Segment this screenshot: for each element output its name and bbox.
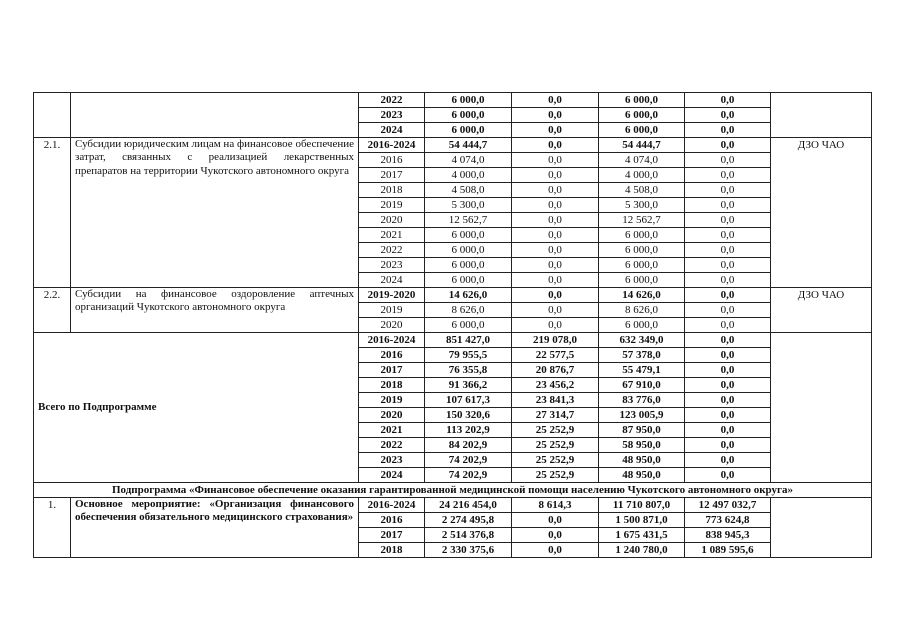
year-cell: 2016-2024	[359, 138, 425, 153]
year-cell: 2021	[359, 228, 425, 243]
amount-cell: 0,0	[685, 348, 771, 363]
amount-cell: 25 252,9	[512, 438, 599, 453]
amount-cell: 0,0	[685, 183, 771, 198]
amount-cell: 1 240 780,0	[599, 543, 685, 558]
amount-cell: 14 626,0	[599, 288, 685, 303]
year-cell: 2021	[359, 423, 425, 438]
year-cell: 2023	[359, 258, 425, 273]
amount-cell: 0,0	[685, 393, 771, 408]
amount-cell: 67 910,0	[599, 378, 685, 393]
amount-cell: 55 479,1	[599, 363, 685, 378]
amount-cell: 0,0	[512, 168, 599, 183]
year-cell: 2019	[359, 393, 425, 408]
amount-cell: 83 776,0	[599, 393, 685, 408]
year-cell: 2018	[359, 543, 425, 558]
amount-cell: 0,0	[512, 108, 599, 123]
amount-cell: 0,0	[512, 303, 599, 318]
amount-cell: 0,0	[685, 198, 771, 213]
amount-cell: 0,0	[685, 243, 771, 258]
table-row	[34, 93, 872, 108]
amount-cell: 0,0	[685, 258, 771, 273]
amount-cell: 87 950,0	[599, 423, 685, 438]
amount-cell: 0,0	[685, 108, 771, 123]
amount-cell: 1 089 595,6	[685, 543, 771, 558]
amount-cell: 48 950,0	[599, 453, 685, 468]
amount-cell: 0,0	[685, 303, 771, 318]
amount-cell: 54 444,7	[599, 138, 685, 153]
amount-cell: 0,0	[512, 123, 599, 138]
amount-cell: 6 000,0	[425, 93, 512, 108]
amount-cell: 84 202,9	[425, 438, 512, 453]
year-cell: 2020	[359, 213, 425, 228]
section-row	[34, 483, 872, 498]
amount-cell: 0,0	[685, 213, 771, 228]
amount-cell: 22 577,5	[512, 348, 599, 363]
row-number: 1.	[34, 498, 71, 558]
description-cell: Основное мероприятие: «Организация финансового обеспечения обязательного медицинского страхования»	[71, 498, 359, 558]
amount-cell: 219 078,0	[512, 333, 599, 348]
amount-cell: 1 500 871,0	[599, 513, 685, 528]
amount-cell: 25 252,9	[512, 468, 599, 483]
amount-cell: 0,0	[512, 288, 599, 303]
amount-cell: 5 300,0	[425, 198, 512, 213]
year-cell: 2023	[359, 108, 425, 123]
year-cell: 2024	[359, 468, 425, 483]
amount-cell: 150 320,6	[425, 408, 512, 423]
amount-cell: 0,0	[685, 228, 771, 243]
amount-cell: 123 005,9	[599, 408, 685, 423]
table-row	[34, 333, 872, 348]
amount-cell: 0,0	[512, 513, 599, 528]
amount-cell: 6 000,0	[425, 123, 512, 138]
total-label: Всего по Подпрограмме	[34, 333, 359, 483]
row-number	[34, 93, 71, 138]
budget-table	[33, 92, 872, 558]
amount-cell: 0,0	[685, 153, 771, 168]
amount-cell: 0,0	[685, 288, 771, 303]
amount-cell: 0,0	[685, 453, 771, 468]
table-row	[34, 138, 872, 153]
amount-cell: 0,0	[512, 183, 599, 198]
executor-cell	[771, 498, 872, 558]
amount-cell: 4 508,0	[425, 183, 512, 198]
amount-cell: 0,0	[512, 153, 599, 168]
amount-cell: 2 274 495,8	[425, 513, 512, 528]
amount-cell: 4 508,0	[599, 183, 685, 198]
amount-cell: 0,0	[512, 213, 599, 228]
section-title: Подпрограмма «Финансовое обеспечение оказания гарантированной медицинской помощи населению Чукотского автономного округа»	[34, 483, 872, 498]
amount-cell: 8 626,0	[599, 303, 685, 318]
amount-cell: 5 300,0	[599, 198, 685, 213]
amount-cell: 0,0	[685, 468, 771, 483]
year-cell: 2020	[359, 408, 425, 423]
table-row	[34, 498, 872, 513]
amount-cell: 27 314,7	[512, 408, 599, 423]
description-cell	[71, 93, 359, 138]
year-cell: 2019	[359, 198, 425, 213]
table-row	[34, 288, 872, 303]
amount-cell: 6 000,0	[599, 258, 685, 273]
amount-cell: 0,0	[685, 423, 771, 438]
description-cell: Субсидии юридическим лицам на финансовое обеспечение затрат, связанных с реализацией лекарственных препаратов на территории Чукотского автономного округа	[71, 138, 359, 288]
amount-cell: 0,0	[512, 543, 599, 558]
budget-table-page	[33, 92, 871, 600]
year-cell: 2022	[359, 243, 425, 258]
year-cell: 2024	[359, 273, 425, 288]
amount-cell: 12 497 032,7	[685, 498, 771, 513]
amount-cell: 14 626,0	[425, 288, 512, 303]
year-cell: 2016	[359, 348, 425, 363]
amount-cell: 6 000,0	[599, 108, 685, 123]
amount-cell: 25 252,9	[512, 423, 599, 438]
amount-cell: 2 514 376,8	[425, 528, 512, 543]
year-cell: 2019	[359, 303, 425, 318]
amount-cell: 107 617,3	[425, 393, 512, 408]
amount-cell: 12 562,7	[599, 213, 685, 228]
amount-cell: 838 945,3	[685, 528, 771, 543]
amount-cell: 58 950,0	[599, 438, 685, 453]
amount-cell: 25 252,9	[512, 453, 599, 468]
amount-cell: 12 562,7	[425, 213, 512, 228]
amount-cell: 76 355,8	[425, 363, 512, 378]
amount-cell: 6 000,0	[425, 243, 512, 258]
amount-cell: 91 366,2	[425, 378, 512, 393]
amount-cell: 23 841,3	[512, 393, 599, 408]
year-cell: 2024	[359, 123, 425, 138]
amount-cell: 20 876,7	[512, 363, 599, 378]
amount-cell: 1 675 431,5	[599, 528, 685, 543]
amount-cell: 0,0	[512, 243, 599, 258]
amount-cell: 74 202,9	[425, 453, 512, 468]
amount-cell: 773 624,8	[685, 513, 771, 528]
amount-cell: 0,0	[685, 93, 771, 108]
amount-cell: 2 330 375,6	[425, 543, 512, 558]
amount-cell: 113 202,9	[425, 423, 512, 438]
year-cell: 2017	[359, 363, 425, 378]
executor-cell: ДЗО ЧАО	[771, 288, 872, 333]
amount-cell: 0,0	[512, 258, 599, 273]
amount-cell: 0,0	[512, 528, 599, 543]
amount-cell: 0,0	[685, 318, 771, 333]
amount-cell: 6 000,0	[425, 318, 512, 333]
amount-cell: 851 427,0	[425, 333, 512, 348]
year-cell: 2016	[359, 153, 425, 168]
year-cell: 2022	[359, 93, 425, 108]
amount-cell: 6 000,0	[599, 243, 685, 258]
amount-cell: 57 378,0	[599, 348, 685, 363]
amount-cell: 0,0	[512, 228, 599, 243]
amount-cell: 4 000,0	[599, 168, 685, 183]
year-cell: 2019-2020	[359, 288, 425, 303]
amount-cell: 4 074,0	[599, 153, 685, 168]
amount-cell: 4 074,0	[425, 153, 512, 168]
year-cell: 2022	[359, 438, 425, 453]
amount-cell: 8 614,3	[512, 498, 599, 513]
amount-cell: 0,0	[685, 273, 771, 288]
year-cell: 2020	[359, 318, 425, 333]
year-cell: 2017	[359, 168, 425, 183]
amount-cell: 11 710 807,0	[599, 498, 685, 513]
executor-cell	[771, 93, 872, 138]
amount-cell: 74 202,9	[425, 468, 512, 483]
amount-cell: 6 000,0	[425, 258, 512, 273]
amount-cell: 6 000,0	[425, 228, 512, 243]
amount-cell: 4 000,0	[425, 168, 512, 183]
amount-cell: 8 626,0	[425, 303, 512, 318]
row-number: 2.2.	[34, 288, 71, 333]
amount-cell: 0,0	[685, 378, 771, 393]
amount-cell: 0,0	[685, 438, 771, 453]
table-body	[34, 93, 872, 558]
description-cell: Субсидии на финансовое оздоровление аптечных организаций Чукотского автономного округа	[71, 288, 359, 333]
amount-cell: 6 000,0	[599, 273, 685, 288]
amount-cell: 6 000,0	[599, 93, 685, 108]
year-cell: 2016-2024	[359, 498, 425, 513]
amount-cell: 6 000,0	[599, 228, 685, 243]
amount-cell: 48 950,0	[599, 468, 685, 483]
year-cell: 2017	[359, 528, 425, 543]
amount-cell: 0,0	[685, 363, 771, 378]
year-cell: 2018	[359, 183, 425, 198]
amount-cell: 54 444,7	[425, 138, 512, 153]
year-cell: 2016	[359, 513, 425, 528]
amount-cell: 0,0	[512, 198, 599, 213]
amount-cell: 0,0	[512, 93, 599, 108]
amount-cell: 0,0	[685, 123, 771, 138]
amount-cell: 0,0	[685, 168, 771, 183]
amount-cell: 6 000,0	[599, 318, 685, 333]
executor-cell: ДЗО ЧАО	[771, 138, 872, 288]
year-cell: 2016-2024	[359, 333, 425, 348]
amount-cell: 6 000,0	[599, 123, 685, 138]
amount-cell: 79 955,5	[425, 348, 512, 363]
amount-cell: 0,0	[685, 333, 771, 348]
amount-cell: 6 000,0	[425, 273, 512, 288]
amount-cell: 0,0	[685, 138, 771, 153]
amount-cell: 632 349,0	[599, 333, 685, 348]
amount-cell: 0,0	[512, 138, 599, 153]
amount-cell: 23 456,2	[512, 378, 599, 393]
amount-cell: 0,0	[685, 408, 771, 423]
executor-cell	[771, 333, 872, 483]
year-cell: 2023	[359, 453, 425, 468]
amount-cell: 6 000,0	[425, 108, 512, 123]
amount-cell: 0,0	[512, 273, 599, 288]
amount-cell: 0,0	[512, 318, 599, 333]
year-cell: 2018	[359, 378, 425, 393]
amount-cell: 24 216 454,0	[425, 498, 512, 513]
row-number: 2.1.	[34, 138, 71, 288]
